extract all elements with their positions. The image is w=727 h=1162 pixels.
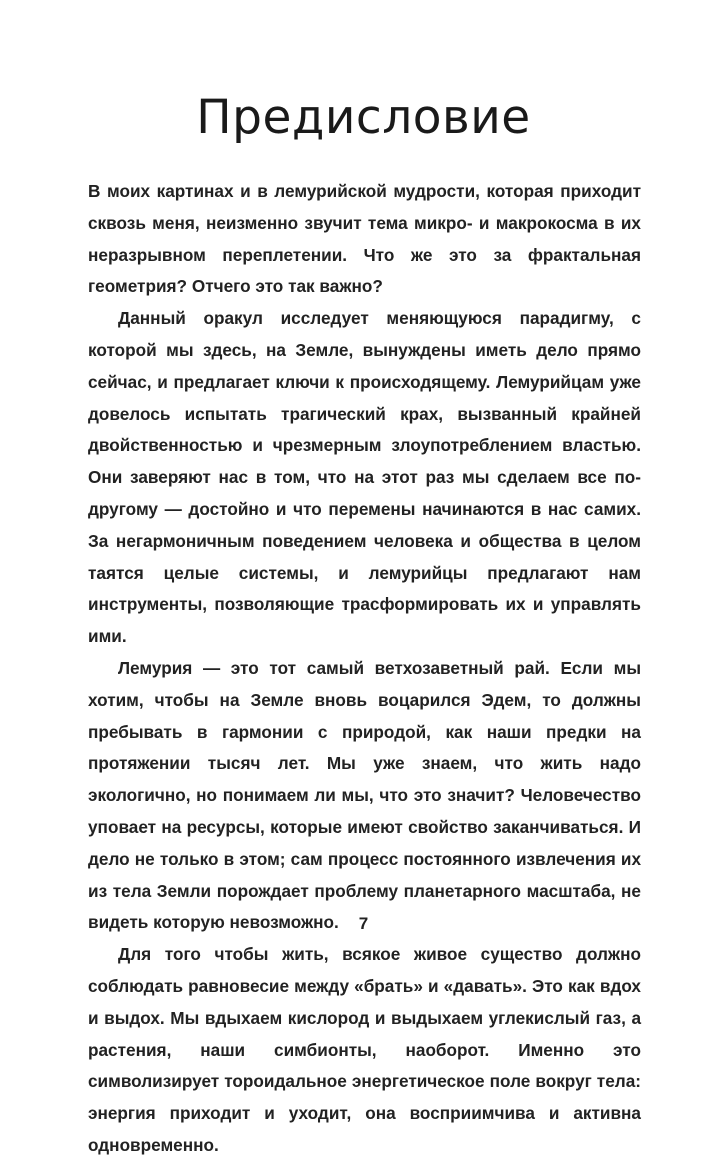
paragraph: Лемурия — это тот самый ветхозаветный рай. Если мы хотим, чтобы на Земле вновь воцарился Эдем, то должны пребывать в гармонии с природой, как наши предки на протяжении тысяч лет. Мы уже знаем, что жить надо экологично, но понимаем ли мы, что это значит? Человечество уповает на ресурсы, которые имеют свойство заканчиваться. И дело не только в этом; сам процесс постоянного извлечения их из тела Земли порождает проблему планетарного масштаба, не видеть которую невозможно.	[88, 657, 641, 933]
body-text	[88, 176, 641, 1162]
paragraph: Данный оракул исследует меняющуюся парадигму, с которой мы здесь, на Земле, вынуждены иметь дело прямо сейчас, и предлагает ключи к происходящему. Лемурийцам уже довелось испытать трагический крах, вызванный крайней двойственностью и чрезмерным злоупотреблением властью. Они заверяют нас в том, что на этот раз мы сделаем все по-другому — достойно и что перемены начинаются в нас самих. За негармоничным поведением человека и общества в целом таятся целые системы, и лемурийцы предлагают нам инструменты, позволяющие трасформировать их и управлять ими.	[88, 308, 641, 647]
page-title: Предисловие	[196, 90, 531, 145]
paragraph: Для того чтобы жить, всякое живое существо должно соблюдать равновесие между «брать» и «давать». Это как вдох и выдох. Мы вдыхаем кислород и выдыхаем углекислый газ, а растения, наши симбионты, наоборот. Именно это символизирует тороидальное энергетическое поле вокруг тела: энергия приходит и уходит, она восприимчива и активна одновременно.	[88, 944, 641, 1155]
page-number: 7	[358, 914, 369, 933]
paragraph: В моих картинах и в лемурийской мудрости, которая приходит сквозь меня, неизменно звучит тема микро- и макрокосма в их неразрывном переплетении. Что же это за фрактальная геометрия? Отчего это так важно?	[88, 181, 641, 297]
